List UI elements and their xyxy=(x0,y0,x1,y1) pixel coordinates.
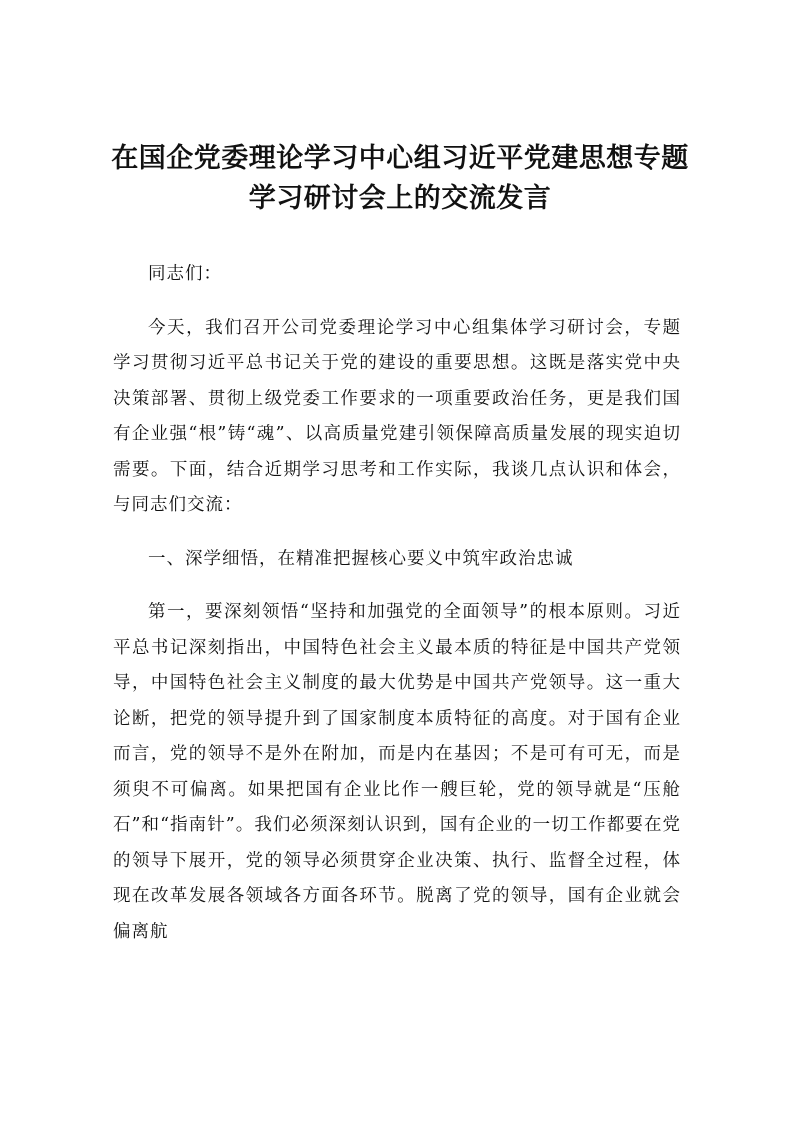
paragraph-intro: 今天，我们召开公司党委理论学习中心组集体学习研讨会，专题学习贯彻习近平总书记关于党的建设的重要思想。这既是落实党中央决策部署、贯彻上级党委工作要求的一项重要政治任务，更是我们国有企业强“根”铸“魂”、以高质量党建引领保障高质量发展的现实迫切需要。下面，结合近期学习思考和工作实际，我谈几点认识和体会，与同志们交流： xyxy=(113,317,681,515)
paragraph-first-point: 第一，要深刻领悟“坚持和加强党的全面领导”的根本原则。习近平总书记深刻指出，中国特色社会主义最本质的特征是中国共产党领导，中国特色社会主义制度的最大优势是中国共产党领导。这一重大论断，把党的领导提升到了国家制度本质特征的高度。对于国有企业而言，党的领导不是外在附加，而是内在基因；不是可有可无，而是须臾不可偏离。如果把国有企业比作一艘巨轮，党的领导就是“压舱石”和“指南针”。我们必须深刻认识到，国有企业的一切工作都要在党的领导下展开，党的领导必须贯穿企业决策、执行、监督全过程，体现在改革发展各领域各方面各环节。脱离了党的领导，国有企业就会偏离航 xyxy=(113,602,681,942)
document-body xyxy=(113,257,681,950)
paragraph-spacer xyxy=(113,524,681,542)
salutation: 同志们： xyxy=(148,264,222,284)
paragraph-spacer xyxy=(113,577,681,595)
document-title: 在国企党委理论学习中心组习近平党建思想专题学习研讨会上的交流发言 xyxy=(111,143,689,214)
section-heading: 一、深学细悟，在精准把握核心要义中筑牢政治忠诚 xyxy=(148,548,574,569)
paragraph-spacer xyxy=(113,293,681,311)
